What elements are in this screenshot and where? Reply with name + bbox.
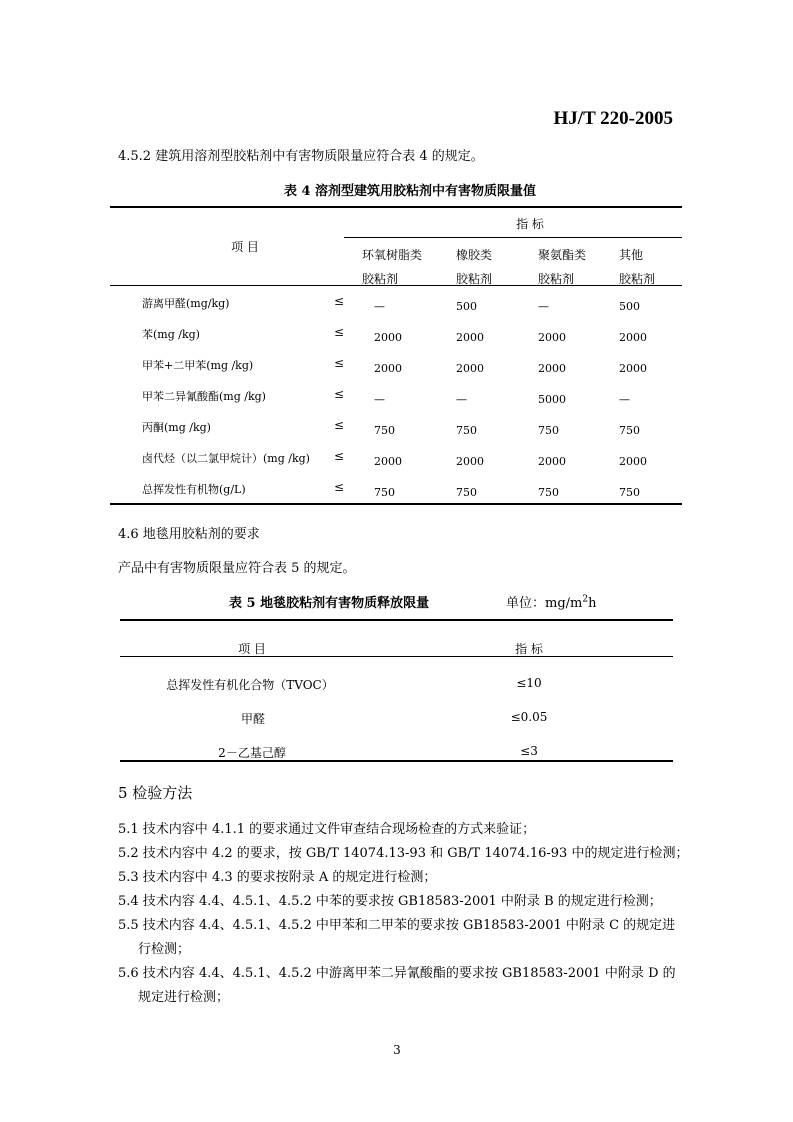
table4-col-rubber: 橡胶类 [456,248,493,262]
table4-cell: 2000 [538,362,566,375]
document-code: HJ/T 220-2005 [553,108,673,129]
section-4-6-text: 产品中有害物质限量应符合表 5 的规定。 [118,561,356,576]
table4-row-name: 甲苯+二甲苯(mg /kg) [142,359,254,372]
table4-cell: 750 [456,424,477,437]
table4-row-cmp: ≤ [334,325,345,339]
table4-cell: 5000 [538,393,566,406]
table4-col-epoxy-sub: 胶粘剂 [362,272,399,286]
table4-cell: — [538,300,549,313]
table4-row-name: 丙酮(mg /kg) [142,421,211,434]
table4-cell: 750 [374,424,395,437]
table4-row-cmp: ≤ [334,449,345,463]
table5-top-rule [120,619,673,621]
table4-caption: 表 4 溶剂型建筑用胶粘剂中有害物质限量值 [283,184,537,199]
table4-cell: 2000 [538,331,566,344]
table4-cell: 500 [619,300,640,313]
table4-header-index: 指 标 [516,217,544,231]
table4-cell: 2000 [619,362,647,375]
table5-row-value: ≤10 [516,676,542,690]
table4-col-other-sub: 胶粘剂 [619,272,656,286]
table4-cell: 750 [538,486,559,499]
table4-row-name: 游离甲醛(mg/kg) [142,297,230,310]
table5-unit-tail: h [588,596,597,611]
table5-header-rule [120,656,673,657]
table4-cell: 2000 [374,455,402,468]
section-4-6-title: 4.6 地毯用胶粘剂的要求 [118,527,260,542]
table4-col-polyurethane: 聚氨酯类 [538,248,587,262]
section-5-item: 5.2 技术内容中 4.2 的要求，按 GB/T 14074.13-93 和 GB/T 14074.16-93 中的规定进行检测； [118,846,689,861]
section-5-item: 5.6 技术内容 4.4、4.5.1、4.5.2 中游离甲苯二异氰酸酯的要求按 GB18583-2001 中附录 D 的 [118,966,676,981]
table4-cell: 2000 [538,455,566,468]
table4-bottom-rule [110,503,682,505]
table4-row-name: 苯(mg /kg) [142,328,200,341]
section-5-item: 5.1 技术内容中 4.1.1 的要求通过文件审查结合现场检查的方式来验证； [118,822,536,837]
table5-row-value: ≤0.05 [510,710,548,724]
table4-cell: 750 [619,424,640,437]
table4-col-polyurethane-sub: 胶粘剂 [538,272,575,286]
table5-row-name: 甲醛 [240,712,266,726]
table4-cell: — [456,393,467,406]
table4-cell: 2000 [619,331,647,344]
table5-row-value: ≤3 [520,744,538,758]
section-5-title: 5 检验方法 [118,784,193,802]
section-5-item: 5.5 技术内容 4.4、4.5.1、4.5.2 中甲苯和二甲苯的要求按 GB18583-2001 中附录 C 的规定进 [118,918,676,933]
table4-cell: 500 [456,300,477,313]
section-5-item: 5.4 技术内容 4.4、4.5.1、4.5.2 中苯的要求按 GB18583-2001 中附录 B 的规定进行检测； [118,894,662,909]
table5-row-name: 2－乙基己醇 [218,746,286,760]
table5-unit [506,592,596,611]
table4-cell: 2000 [374,331,402,344]
table4-cell: 2000 [374,362,402,375]
table4-col-rubber-sub: 胶粘剂 [456,272,493,286]
page-number: 3 [393,1043,401,1057]
table5-unit-sup: 2 [582,594,589,605]
table4-row-cmp: ≤ [334,294,345,308]
table4-cell: 750 [538,424,559,437]
table4-row-cmp: ≤ [334,418,345,432]
table5-row-name: 总挥发性有机化合物（TVOC） [166,678,334,692]
table4-row-name: 甲苯二异氰酸酯(mg /kg) [142,390,266,403]
table4-row-cmp: ≤ [334,356,345,370]
table4-cell: 2000 [456,331,484,344]
table4-top-rule [110,206,682,208]
clause-4-5-2: 4.5.2 建筑用溶剂型胶粘剂中有害物质限量应符合表 4 的规定。 [118,149,484,164]
table4-cell: 2000 [456,455,484,468]
table5-header-index: 指 标 [515,642,543,656]
table4-cell: 2000 [619,455,647,468]
table4-cell: — [374,393,385,406]
table4-cell: — [374,300,385,313]
table4-cell: 750 [619,486,640,499]
table4-row-name: 总挥发性有机物(g/L) [142,483,246,496]
table5-caption: 表 5 地毯胶粘剂有害物质释放限量 [229,596,430,611]
table4-cell: — [619,393,630,406]
table4-header-item: 项 目 [231,240,259,254]
table4-row-name: 卤代烃（以二氯甲烷计）(mg /kg) [142,452,310,465]
table4-cell: 2000 [456,362,484,375]
table4-cell: 750 [456,486,477,499]
section-5-item-cont: 行检测； [138,942,191,957]
table5-header-item: 项 目 [238,642,266,656]
table5-bottom-rule [120,760,673,762]
section-5-item-cont: 规定进行检测； [138,990,230,1005]
table5-unit-label: 单位：mg/m [506,596,583,611]
table4-col-other: 其他 [619,248,644,262]
table4-cell: 750 [374,486,395,499]
table4-row-cmp: ≤ [334,387,345,401]
table4-index-rule [344,237,682,238]
table4-col-epoxy: 环氧树脂类 [362,248,423,262]
section-5-item: 5.3 技术内容中 4.3 的要求按附录 A 的规定进行检测； [118,870,437,885]
table4-row-cmp: ≤ [334,480,345,494]
